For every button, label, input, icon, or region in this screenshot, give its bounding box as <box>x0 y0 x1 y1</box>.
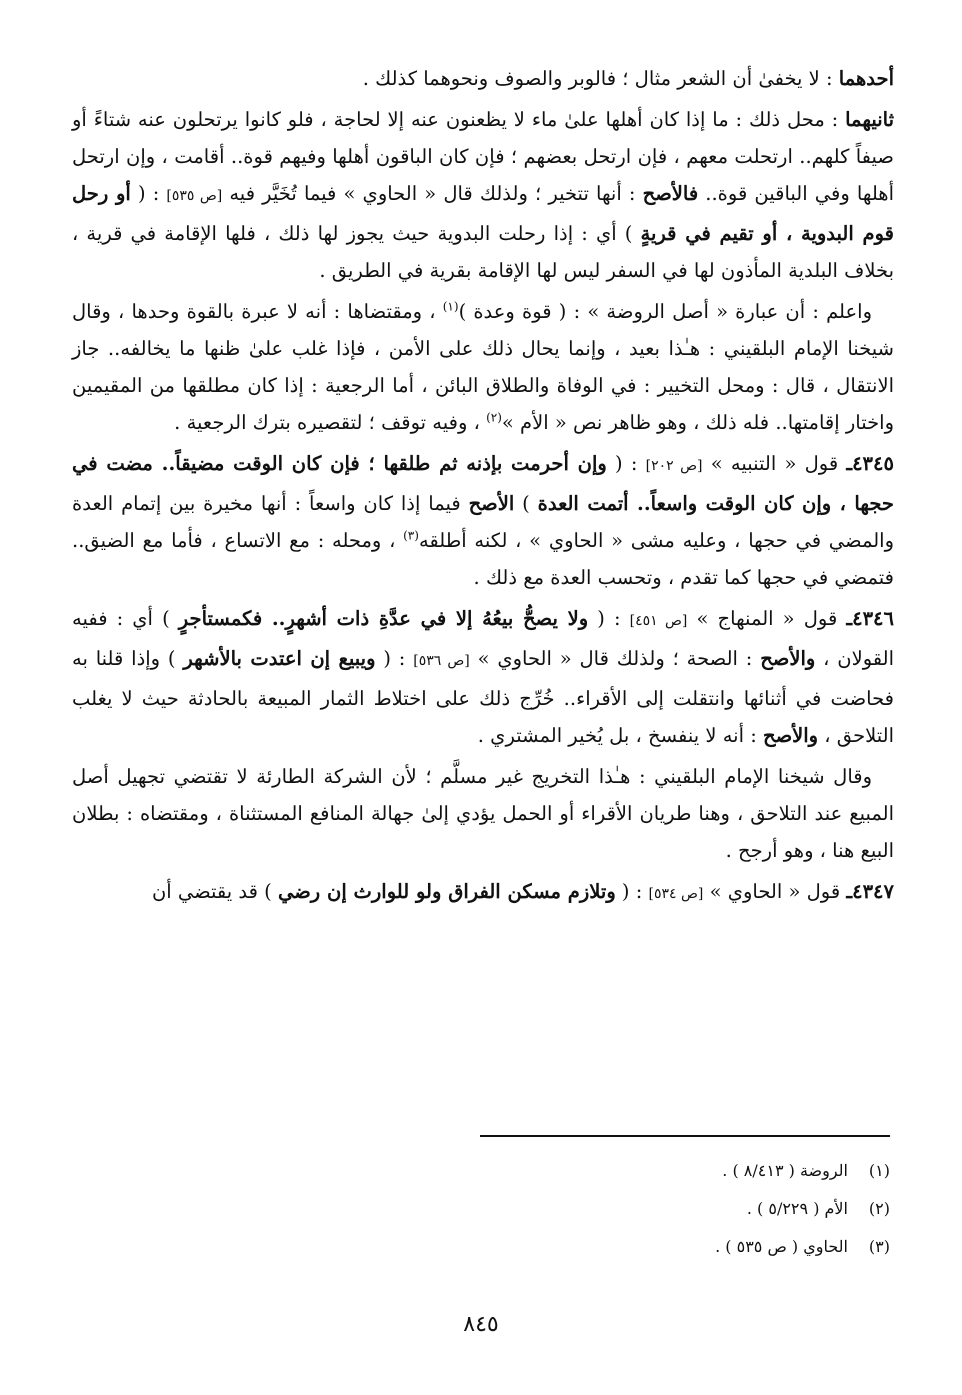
paragraph-p5 <box>72 600 894 754</box>
footnotes <box>80 1152 890 1266</box>
bold-text: وإن أحرمت بإذنه ثم طلقها ؛ فإن كان الوقت مضيقاً.. مضت في حجها ، وإن كان الوقت واسعاً.. أتمت العدة <box>72 452 894 515</box>
text-run: وقال شيخنا الإمام البلقيني : هـٰذا التخريج غير مسلَّم ؛ لأن الشركة الطارئة لا تقتضي تجهيل أصل المبيع عند التلاحق ، وهنا طريان الأقراء أو الحمل يؤدي إلىٰ جهالة المنافع المستثناة ، ومقتضاه : بطلان البيع هنا ، وهو أرجح . <box>72 765 894 862</box>
text-run: : الصحة ؛ ولذلك قال « الحاوي » <box>469 647 761 670</box>
text-run: ) قد يقتضي أن <box>151 880 278 903</box>
page-reference: [ص ٢٠٢] <box>645 458 703 474</box>
text-run: قول « التنبيه » <box>702 452 847 475</box>
footnote-number: (٢) <box>868 1199 890 1218</box>
text-run: قول « المنهاج » <box>687 607 847 630</box>
text-run: واعلم : أن عبارة « أصل الروضة » : ( قوة وعدة ) <box>458 300 872 323</box>
text-run: : ( <box>615 880 649 903</box>
bold-text: وتلازم مسكن الفراق ولو للوارث إن رضي <box>277 880 616 903</box>
text-run: ، ومحله : مع الاتساع ، فأما مع الضيق.. فتمضي في حجها كما تقدم ، وتحسب العدة مع ذلك . <box>72 529 894 589</box>
bold-text: ٤٣٤٦ـ <box>846 607 895 630</box>
page-number: ٨٤٥ <box>463 1312 499 1337</box>
text-run: ) <box>514 492 538 515</box>
paragraph-p6 <box>72 758 894 869</box>
footnote-1 <box>80 1152 890 1190</box>
footnote-number: (١) <box>868 1161 890 1180</box>
bold-text: والأصح <box>763 724 819 747</box>
footnote-number: (٣) <box>868 1237 890 1256</box>
text-run: ، وفيه توقف ؛ لتقصيره بترك الرجعية . <box>174 411 487 434</box>
text-run: : أنها تتخير ؛ ولذلك قال « الحاوي » فيما تُخَيَّر فيه <box>222 182 643 205</box>
footnote-3 <box>80 1228 890 1266</box>
text-run: فيما إذا كان واسعاً : أنها مخيرة بين إتمام العدة والمضي في حجها ، وعليه مشى « الحاوي » ، لكنه أطلقه <box>72 492 894 552</box>
footnote-text: الحاوي ( ص ٥٣٥ ) . <box>715 1237 848 1256</box>
bold-text: فالأصح <box>642 182 699 205</box>
text-run: ) وإذا قلنا به فحاضت في أثنائها وانتقلت إلى الأقراء.. خُرِّج ذلك على اختلاط الثمار المبيعة بالحادثة حيث لا يغلب التلاحق ، <box>72 647 894 747</box>
paragraph-p3 <box>72 293 894 441</box>
paragraph-p7 <box>72 873 894 913</box>
footnote-text: الروضة ( ٨/٤١٣ ) . <box>722 1161 848 1180</box>
bold-text: أحدهما <box>838 67 894 90</box>
text-run: ، ومقتضاها : أنه لا عبرة بالقوة وحدها ، وقال شيخنا الإمام البلقيني : هـٰذا بعيد ، وإنما يحال ذلك على الأمن ، فإذا غلب علىٰ ظنها ما يخالفه.. جاز الانتقال ، قال : ومحل التخيير : في الوفاة والطلاق البائن ، أما الرجعية : إذا كان مطلقها من المقيمين واختار إقامتها.. فله ذلك ، وهو ظاهر نص « الأم » <box>72 300 894 434</box>
text-run: : محل ذلك : ما إذا كان أهلها علىٰ ماء لا يظعنون عنه إلا لحاجة ، فلو كانوا يرتحلون عنه شتاءً أو صيفاً كلهم.. ارتحلت معهم ، فإن ارتحل بعضهم ؛ فإن كان الباقون أهلها وفيهم قوة.. أقامت ، وإن ارتحل أهلها وفي الباقين قوة.. <box>72 108 895 205</box>
text-run: : ( <box>375 647 414 670</box>
paragraph-p4 <box>72 445 894 596</box>
text-run: قول « الحاوي » <box>703 880 847 903</box>
footnote-marker: (١) <box>442 299 459 314</box>
bold-text: والأصح <box>760 647 816 670</box>
text-run: : ( <box>606 452 646 475</box>
text-run: : أنه لا ينفسخ ، بل يُخير المشتري . <box>477 724 763 747</box>
footnote-text: الأم ( ٥/٢٢٩ ) . <box>746 1199 848 1218</box>
footnote-marker: (٣) <box>403 528 419 543</box>
page-body <box>72 60 894 917</box>
bold-text: الأصح <box>468 492 515 515</box>
footnote-marker: (٢) <box>486 410 502 425</box>
text-run: ) أي : ففيه القولان ، <box>72 607 895 670</box>
text-run: : لا يخفىٰ أن الشعر مثال ؛ فالوبر والصوف ونحوهما كذلك . <box>362 67 839 90</box>
bold-text: ولا يصحُّ بيعُهُ إلا في عدَّةِ ذات أشهرٍ.. فكمستأجرٍ <box>178 607 589 630</box>
text-run: : ( <box>588 607 630 630</box>
bold-text: ٤٣٤٥ـ <box>846 452 894 475</box>
bold-text: ٤٣٤٧ـ <box>846 880 894 903</box>
footnote-separator <box>480 1135 890 1137</box>
text-run: ) أي : إذا رحلت البدوية حيث يجوز لها ذلك ، فلها الإقامة في قرية ، بخلاف البلدية المأذون لها في السفر ليس لها الإقامة بقرية في الطريق . <box>72 222 894 282</box>
bold-text: أو رحل قوم البدوية ، أو تقيم في قريةٍ <box>72 182 894 245</box>
page-reference: [ص ٥٣٤] <box>648 886 704 902</box>
footnote-2 <box>80 1190 890 1228</box>
bold-text: ثانيهما <box>845 108 894 131</box>
page-reference: [ص ٥٣٦] <box>413 653 470 669</box>
paragraph-p1 <box>72 60 894 97</box>
paragraph-p2 <box>72 101 894 289</box>
page-reference: [ص ٥٣٥] <box>166 188 223 204</box>
text-run: : ( <box>130 182 167 205</box>
bold-text: ويبيع إن اعتدت بالأشهر <box>183 647 376 670</box>
page-reference: [ص ٤٥١] <box>629 613 688 629</box>
